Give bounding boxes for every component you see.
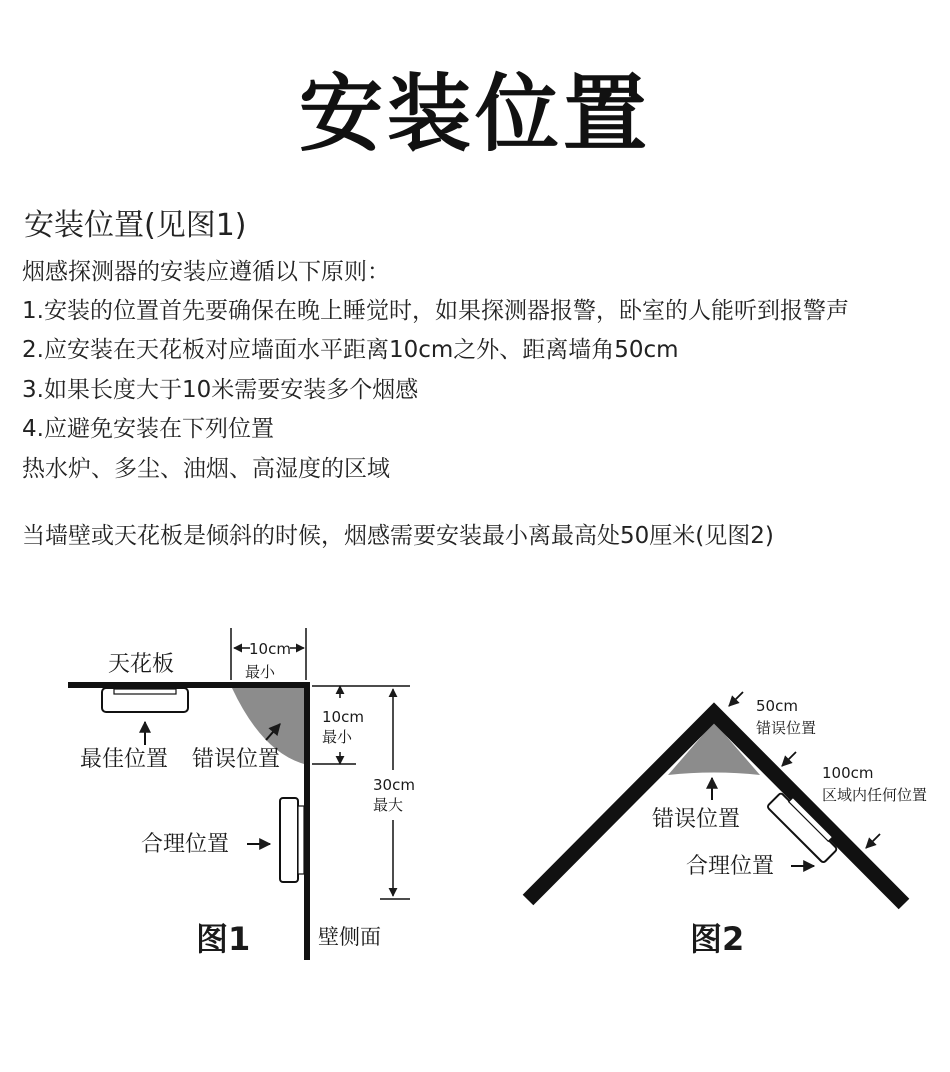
figure-2-caption: 图2	[690, 920, 745, 958]
dim-max-value: 30cm	[373, 776, 415, 794]
rule-item: 3.如果长度大于10米需要安装多个烟感	[22, 377, 419, 403]
section-heading: 安装位置(见图1)	[24, 208, 247, 243]
figure-1-caption: 图1	[196, 920, 251, 958]
dim-apex-value: 50cm	[756, 697, 798, 715]
rule-item: 4.应避免安装在下列位置	[22, 416, 274, 442]
dim-side-note: 最小	[322, 728, 353, 746]
dim-top-note: 最小	[244, 663, 276, 681]
page-title: 安装位置	[298, 65, 651, 163]
dim-range-note: 区域内任何位置	[822, 786, 928, 804]
fig2-wrong-position-label: 错误位置	[652, 807, 741, 832]
wrong-position-label: 错误位置	[192, 747, 281, 772]
dim-side-value: 10cm	[322, 708, 364, 726]
dim-range-value: 100cm	[822, 764, 874, 782]
rules-intro: 烟感探测器的安装应遵循以下原则：	[22, 259, 390, 285]
ceiling-label: 天花板	[108, 652, 175, 677]
sloped-note: 当墙壁或天花板是倾斜的时候，烟感需要安装最小离最高处50厘米(见图2)	[22, 523, 774, 549]
rule-item: 1.安装的位置首先要确保在晚上睡觉时，如果探测器报警，卧室的人能听到报警声	[22, 298, 849, 324]
best-position-label: 最佳位置	[80, 747, 169, 772]
fig2-reasonable-position-label: 合理位置	[686, 854, 775, 879]
dim-apex-note: 错误位置	[756, 719, 817, 737]
avoid-locations: 热水炉、多尘、油烟、高湿度的区域	[22, 456, 390, 482]
rule-item: 2.应安装在天花板对应墙面水平距离10cm之外、距离墙角50cm	[22, 337, 679, 363]
dim-max-note: 最大	[373, 796, 404, 814]
wall-label: 壁侧面	[318, 925, 381, 949]
reasonable-position-label: 合理位置	[141, 832, 230, 857]
dim-top-value: 10cm	[249, 640, 291, 658]
